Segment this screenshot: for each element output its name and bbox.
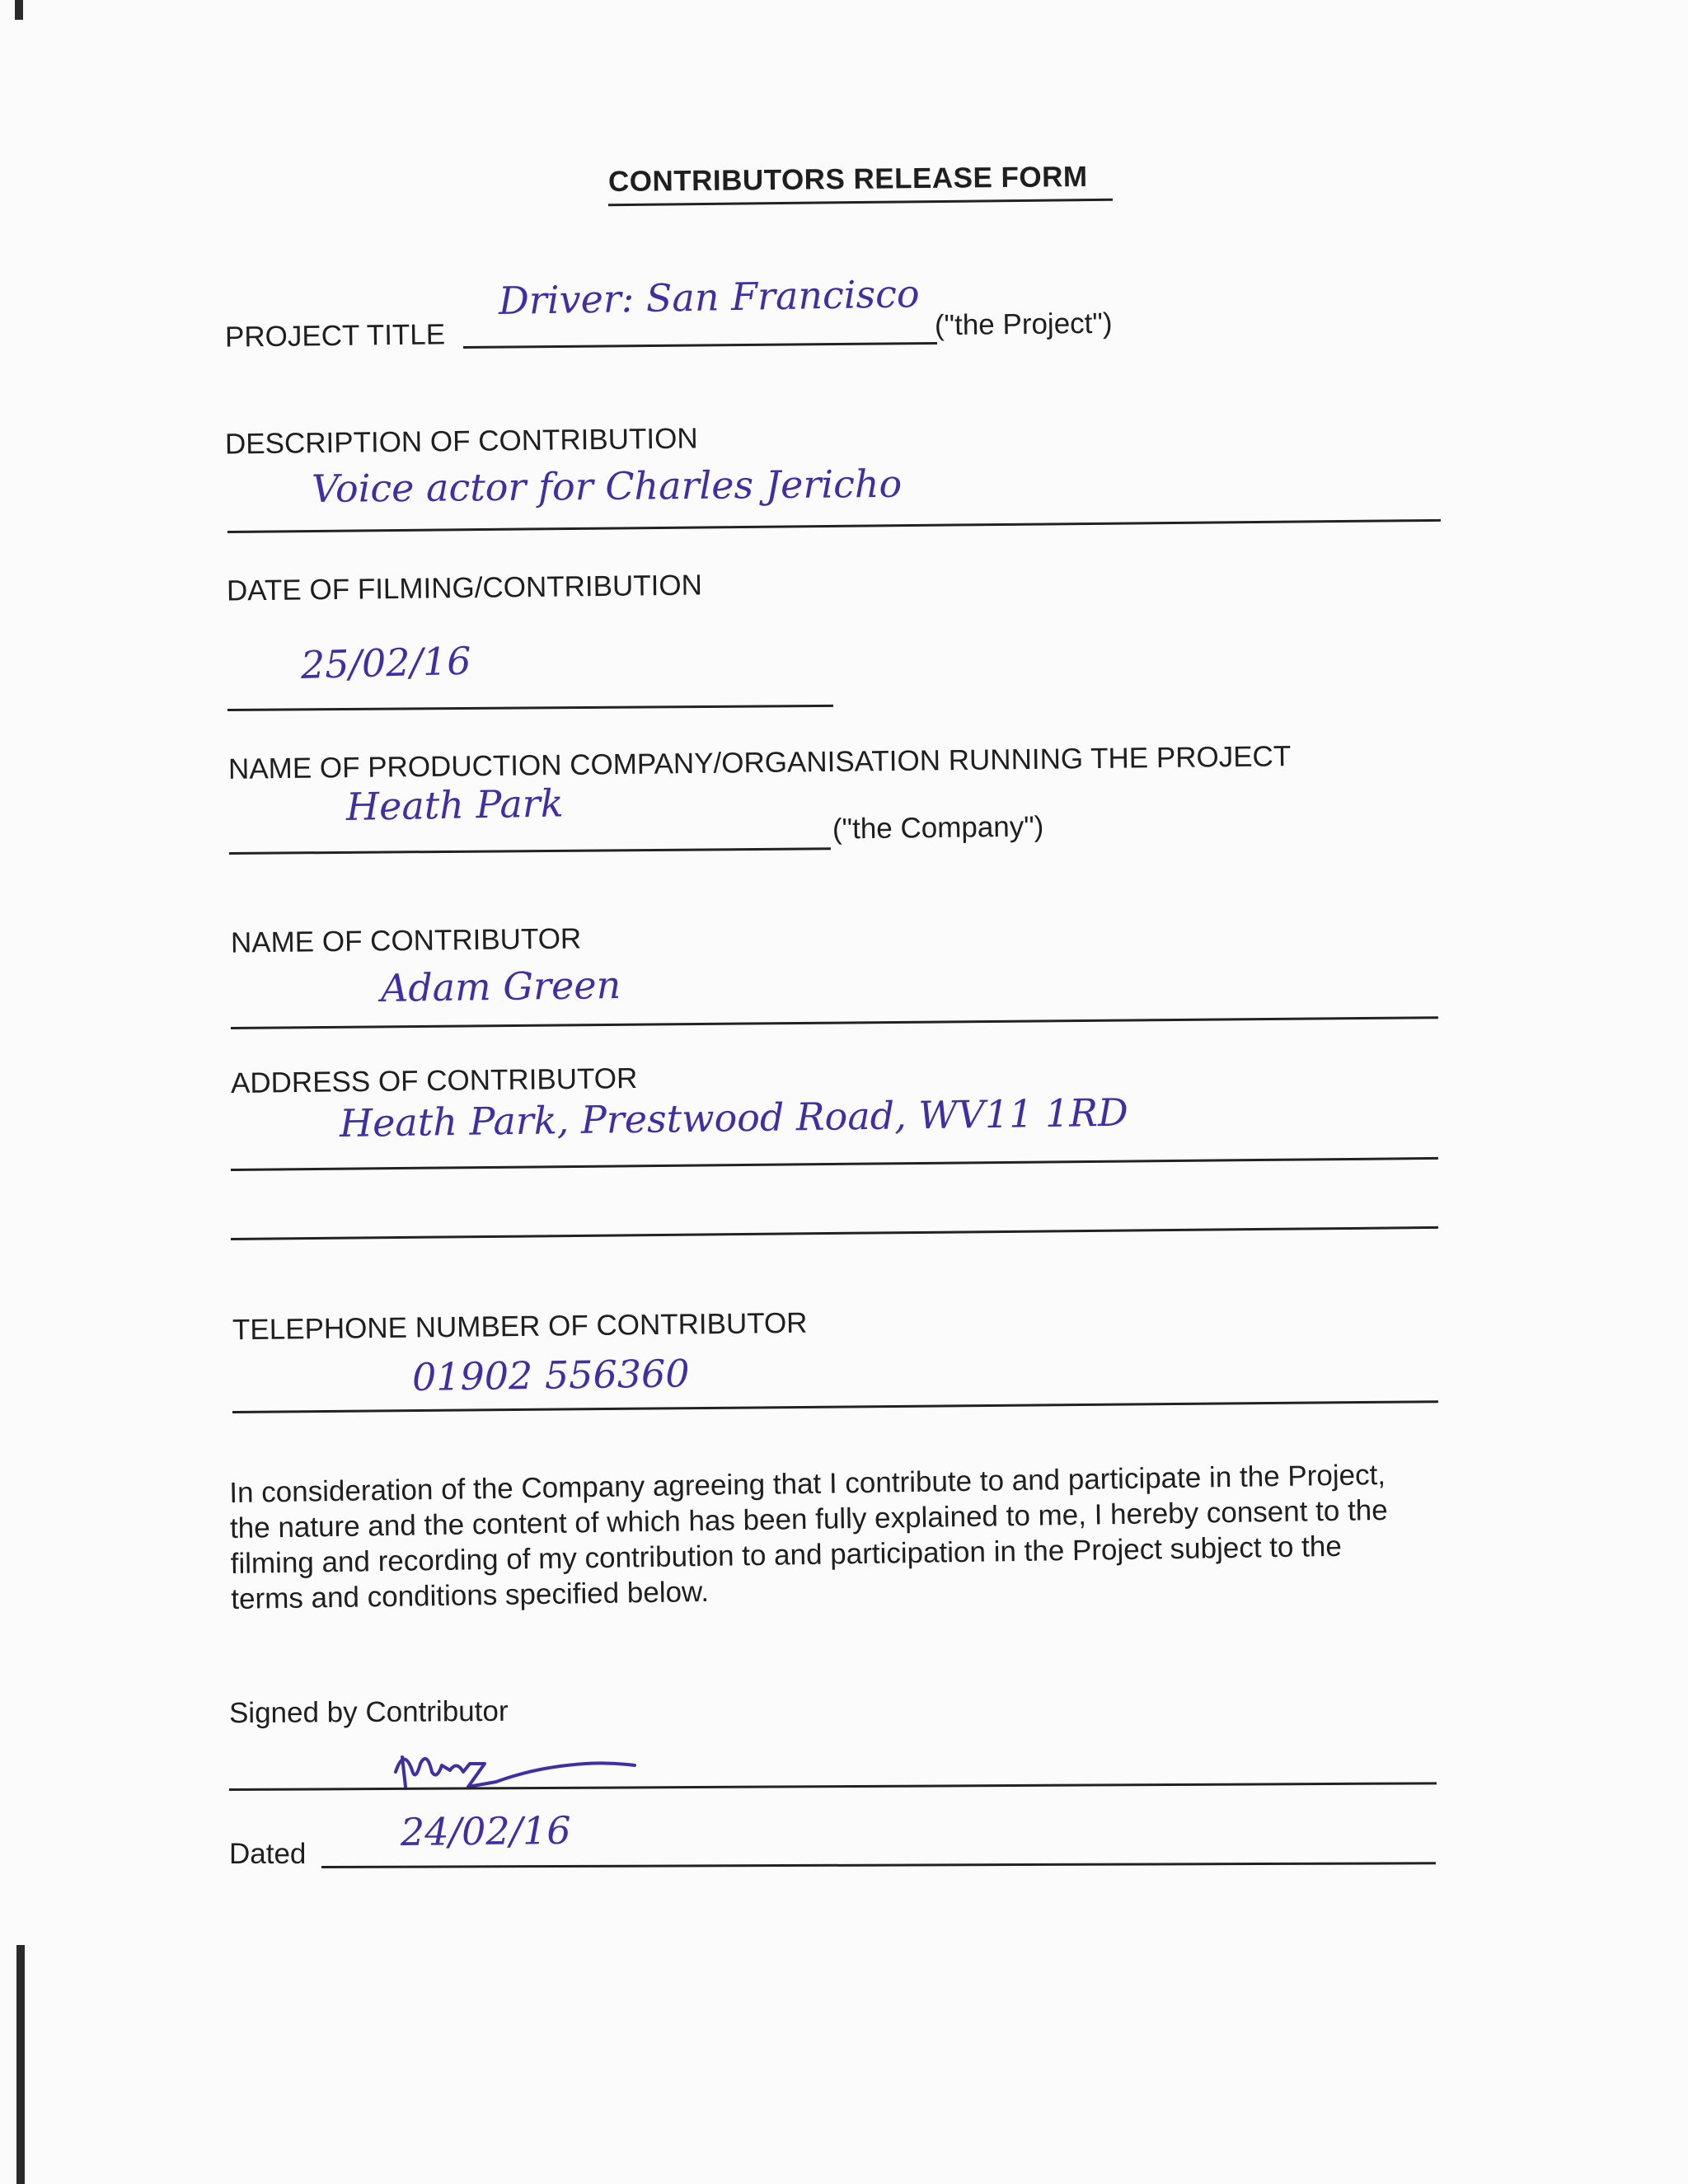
consent-paragraph <box>229 1455 1484 1617</box>
form-title: CONTRIBUTORS RELEASE FORM <box>607 160 1088 199</box>
contributor-signature[interactable] <box>387 1739 651 1805</box>
signed-label: Signed by Contributor <box>228 1694 509 1730</box>
project-title-suffix: ("the Project") <box>934 307 1113 342</box>
company-value[interactable]: Heath Park <box>345 780 565 829</box>
description-value[interactable]: Voice actor for Charles Jericho <box>311 461 903 511</box>
contributor-name-value[interactable]: Adam Green <box>380 962 621 1010</box>
address-label: ADDRESS OF CONTRIBUTOR <box>230 1062 638 1100</box>
company-label: NAME OF PRODUCTION COMPANY/ORGANISATION RUNNING THE PROJECT <box>227 740 1292 785</box>
address-line-2 <box>231 1226 1438 1240</box>
form-title-underline <box>608 199 1113 206</box>
date-filming-value[interactable]: 25/02/16 <box>300 638 472 687</box>
company-suffix: ("the Company") <box>832 810 1044 846</box>
consent-line: filming and recording of my contribution to and participation in the Project subject to the <box>230 1530 1343 1580</box>
dated-line <box>321 1862 1436 1868</box>
scan-edge-mark-left <box>16 1945 25 2184</box>
telephone-label: TELEPHONE NUMBER OF CONTRIBUTOR <box>232 1306 808 1347</box>
dated-label: Dated <box>229 1838 307 1870</box>
project-title-line <box>463 342 937 349</box>
dated-value[interactable]: 24/02/16 <box>400 1807 571 1854</box>
telephone-value[interactable]: 01902 556360 <box>411 1351 690 1399</box>
date-filming-label: DATE OF FILMING/CONTRIBUTION <box>226 569 703 607</box>
consent-line: In consideration of the Company agreeing that I contribute to and participate in the Project, <box>229 1458 1386 1509</box>
scan-edge-mark-top <box>15 0 23 20</box>
telephone-line <box>232 1400 1438 1413</box>
project-title-value[interactable]: Driver: San Francisco <box>498 271 920 323</box>
contributor-name-line <box>231 1016 1438 1029</box>
address-line-1 <box>231 1157 1438 1171</box>
company-line <box>229 847 831 855</box>
description-label: DESCRIPTION OF CONTRIBUTION <box>224 422 698 461</box>
consent-line: terms and conditions specified below. <box>231 1575 710 1615</box>
address-value[interactable]: Heath Park, Prestwood Road, WV11 1RD <box>339 1090 1129 1146</box>
description-line <box>227 519 1441 533</box>
consent-line: the nature and the content of which has been fully explained to me, I hereby consent to the <box>229 1493 1388 1544</box>
contributor-name-label: NAME OF CONTRIBUTOR <box>230 922 582 959</box>
date-filming-line <box>227 705 833 711</box>
project-title-label: PROJECT TITLE <box>224 318 446 354</box>
